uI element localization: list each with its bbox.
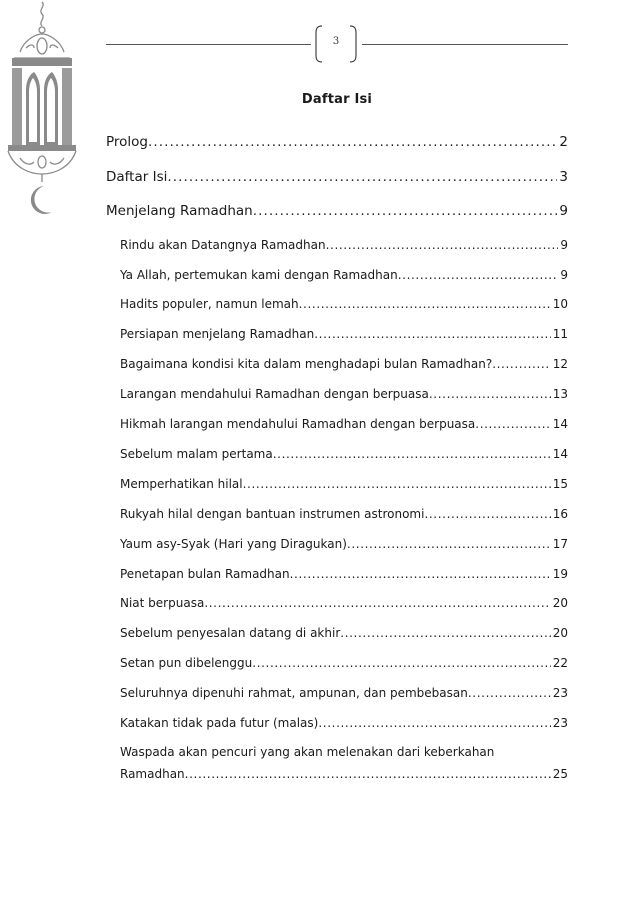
toc-entry-page: 9: [560, 238, 568, 252]
toc-entry-page: 20: [552, 596, 568, 610]
toc-entry-title: Persiapan menjelang Ramadhan: [120, 327, 315, 341]
page-number-frame: [312, 24, 360, 64]
toc-entry-title: Sebelum penyesalan datang di akhir: [120, 626, 341, 640]
toc-entry-title: Niat berpuasa: [120, 596, 205, 610]
dot-leader: [185, 767, 553, 781]
dot-leader: [167, 169, 557, 185]
dot-leader: [148, 134, 557, 150]
dot-leader: [340, 626, 550, 640]
toc-entry-page: 22: [552, 656, 568, 670]
toc-subentry: [120, 507, 568, 521]
dot-leader: [273, 447, 551, 461]
toc-entry-page: 19: [552, 567, 568, 581]
toc-entry: [106, 134, 568, 150]
toc-entry-title: Sebelum malam pertama: [120, 447, 273, 461]
toc-entry: [106, 203, 568, 219]
dot-leader: [314, 327, 550, 341]
toc-entry-title-line2: Ramadhan: [120, 767, 185, 781]
toc-entry-page: 10: [552, 297, 568, 311]
dot-leader: [252, 656, 550, 670]
dot-leader: [253, 203, 558, 219]
dot-leader: [492, 357, 551, 371]
toc-subentry: [120, 447, 568, 461]
toc-entry-page: 23: [552, 716, 568, 730]
dot-leader: [424, 507, 550, 521]
toc-entry: [106, 169, 568, 185]
toc-entry-title: Memperhatikan hilal: [120, 477, 243, 491]
toc-entry-title: Setan pun dibelenggu: [120, 656, 253, 670]
toc-entry-title: Larangan mendahului Ramadhan dengan berpuasa: [120, 387, 429, 401]
toc-entry-title-line1: Waspada akan pencuri yang akan melenakan dari keberkahan: [120, 745, 495, 759]
dot-leader: [326, 238, 559, 252]
toc-subentry-multiline: [120, 745, 568, 781]
toc-entry-page: 15: [552, 477, 568, 491]
toc-entry-page: 25: [552, 767, 568, 781]
toc-entry-title: Bagaimana kondisi kita dalam menghadapi bulan Ramadhan?: [120, 357, 493, 371]
toc-entry-title: Hadits populer, namun lemah: [120, 297, 299, 311]
dot-leader: [204, 596, 550, 610]
dot-leader: [318, 716, 550, 730]
toc-entry-title: Daftar Isi: [106, 169, 168, 185]
toc-entry-title: Rindu akan Datangnya Ramadhan: [120, 238, 326, 252]
dot-leader: [347, 537, 551, 551]
toc-entry-page: 16: [552, 507, 568, 521]
toc-entry-title: Prolog: [106, 134, 148, 150]
dot-leader: [299, 297, 551, 311]
dot-leader: [475, 417, 550, 431]
toc-subentry: [120, 537, 568, 551]
toc-subentry: [120, 656, 568, 670]
toc-entry-row: [120, 767, 568, 781]
dot-leader: [398, 268, 559, 282]
toc-subentry: [120, 238, 568, 252]
toc-entry-page: 23: [552, 686, 568, 700]
toc-subentry: [120, 626, 568, 640]
toc-subentry: [120, 686, 568, 700]
dot-leader: [468, 686, 551, 700]
toc-subentry: [120, 596, 568, 610]
header-rule-right: [362, 44, 568, 45]
toc-entry-page: 14: [552, 447, 568, 461]
dot-leader: [243, 477, 551, 491]
toc-entry-title: Katakan tidak pada futur (malas): [120, 716, 319, 730]
toc-entry-page: 14: [552, 417, 568, 431]
toc-entry-page: 9: [559, 203, 568, 219]
toc-entry-title: Seluruhnya dipenuhi rahmat, ampunan, dan pembebasan: [120, 686, 468, 700]
toc-entry-page: 17: [552, 537, 568, 551]
toc-subentry: [120, 268, 568, 282]
toc-entry-page: 20: [552, 626, 568, 640]
toc-subentry: [120, 327, 568, 341]
lantern-ornament-icon: [0, 0, 90, 230]
dot-leader: [429, 387, 551, 401]
toc-entry-page: 3: [559, 169, 568, 185]
toc-entry-page: 2: [559, 134, 568, 150]
page-number: 3: [332, 36, 340, 47]
page-title: Daftar Isi: [301, 92, 373, 107]
toc-subentry: [120, 716, 568, 730]
toc-subentry: [120, 477, 568, 491]
toc-subentry: [120, 567, 568, 581]
toc-entry-title: Yaum asy-Syak (Hari yang Diragukan): [120, 537, 347, 551]
toc-entry-page: 13: [552, 387, 568, 401]
toc-entry-page: 9: [560, 268, 568, 282]
header-rule-left: [106, 44, 311, 45]
toc-entry-title: Penetapan bulan Ramadhan: [120, 567, 290, 581]
toc-subentry: [120, 387, 568, 401]
toc-subentry: [120, 417, 568, 431]
toc-subentry: [120, 357, 568, 371]
toc-entry-title: Menjelang Ramadhan: [106, 203, 253, 219]
toc-entry-page: 12: [552, 357, 568, 371]
toc-entry-title: Rukyah hilal dengan bantuan instrumen astronomi: [120, 507, 425, 521]
toc-entry-page: 11: [552, 327, 568, 341]
toc-entry-title: Ya Allah, pertemukan kami dengan Ramadhan: [120, 268, 398, 282]
dot-leader: [290, 567, 551, 581]
toc-subentry: [120, 297, 568, 311]
toc-entry-title: Hikmah larangan mendahului Ramadhan dengan berpuasa: [120, 417, 476, 431]
